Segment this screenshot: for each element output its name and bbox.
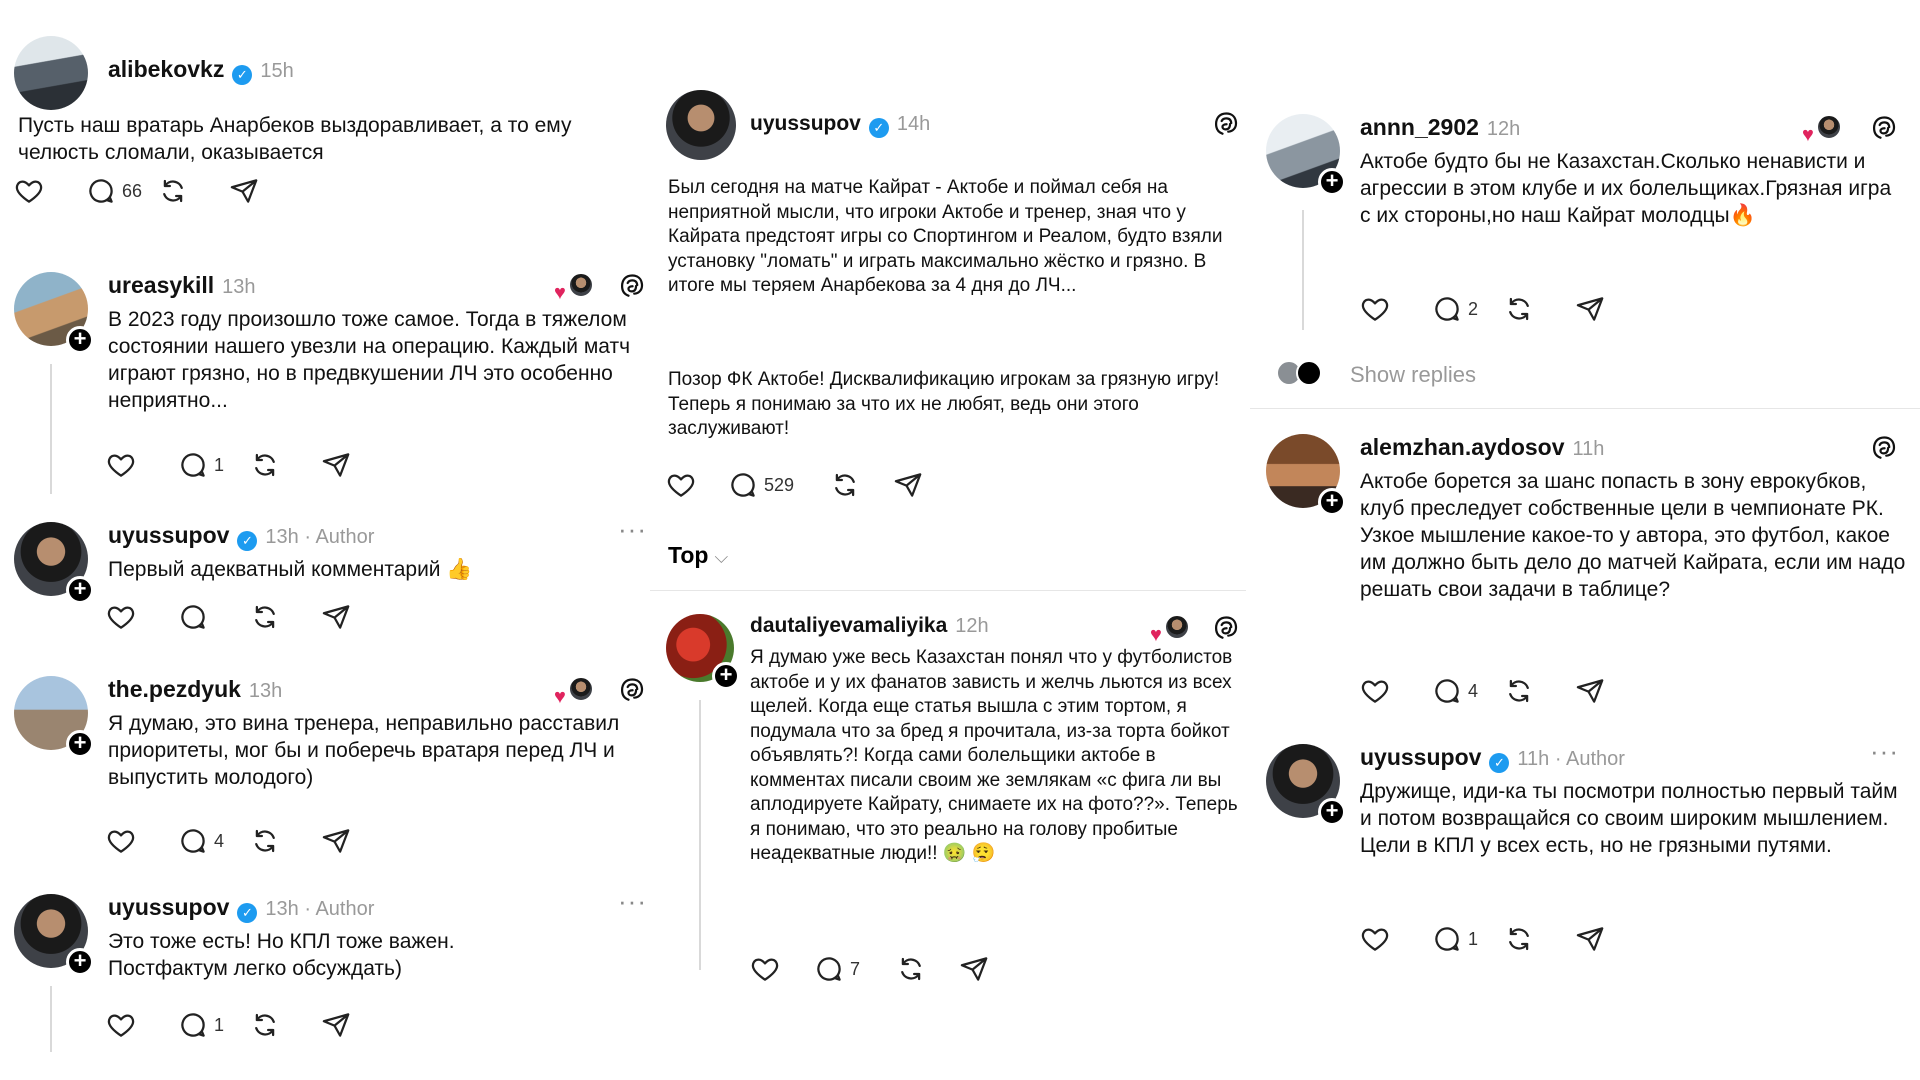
share-button[interactable] [322,450,394,480]
avatar[interactable] [1266,114,1340,193]
share-icon [1576,924,1606,954]
thread-line [50,364,52,494]
username[interactable]: annn_2902 [1360,114,1479,140]
repost-button[interactable] [158,176,230,206]
share-icon [1576,294,1606,324]
follow-plus-icon[interactable]: + [66,948,94,976]
comment-icon [814,954,844,984]
share-button[interactable] [1576,676,1648,706]
action-bar [666,470,966,500]
reply-button[interactable] [1432,676,1504,706]
repost-button[interactable] [250,602,322,632]
comment-icon [1432,294,1462,324]
comment-icon [178,1010,208,1040]
timestamp: 11h [1572,438,1605,460]
repost-icon [250,1010,280,1040]
action-bar [14,176,302,206]
share-button[interactable] [960,954,1032,984]
reply-count: 4 [214,830,225,851]
share-button[interactable] [1576,294,1648,324]
avatar[interactable] [1266,744,1340,823]
comment-icon [1432,676,1462,706]
like-button[interactable] [1360,294,1432,324]
follow-plus-icon[interactable]: + [66,576,94,604]
username[interactable]: uyussupov [108,522,230,548]
reply-button[interactable] [178,1010,250,1040]
timestamp: 12h [1486,118,1521,140]
avatar[interactable] [14,272,88,351]
repost-button[interactable] [830,470,894,500]
repost-icon [158,176,188,206]
like-button[interactable] [1360,676,1432,706]
heart-icon [106,826,136,856]
share-icon [894,470,924,500]
repost-button[interactable] [1504,676,1576,706]
comment-ureasykill [14,272,654,502]
verified-icon: ✓ [1489,753,1509,773]
comment-text: Актобе борется за шанс попасть в зону еврокубков, клуб преследует собственные цели в чемпионате РК. Узкое мышление какое-то у автора, это футбол, какое им должно быть дело до матчей Кайрата, если им надо решать свои задачи в таблице? [1360,470,1906,601]
threads-icon[interactable] [1212,110,1240,138]
share-button[interactable] [322,826,394,856]
comment-text: Первый адекватный комментарий 👍 [108,558,473,581]
share-icon [322,826,352,856]
share-button[interactable] [322,602,394,632]
liked-by-author-indicator [554,272,596,304]
share-icon [960,954,990,984]
comment-header [1360,114,1520,141]
username[interactable]: alemzhan.aydosov [1360,434,1565,460]
verified-icon: ✓ [237,903,257,923]
repost-button[interactable] [1504,924,1576,954]
comment-icon [178,826,208,856]
username[interactable]: uyussupov [108,894,230,920]
more-options-icon[interactable]: ··· [1870,736,1899,766]
username[interactable]: dautaliyevamaliyika [750,614,948,637]
reply-count: 66 [122,180,143,201]
repost-icon [250,450,280,480]
heart-icon [666,470,696,500]
post-uyussupov-main [666,90,1246,510]
heart-icon [750,954,780,984]
like-button[interactable] [106,602,178,632]
share-icon [230,176,260,206]
heart-icon [1360,294,1390,324]
comment-uyussupov-2 [14,886,654,1054]
timestamp: 13h · Author [265,526,375,548]
reply-avatars [1276,360,1326,386]
comment-annn-2902 [1266,114,1906,344]
share-button[interactable] [1576,924,1648,954]
comment-header [1360,744,1625,771]
follow-plus-icon[interactable]: + [712,662,740,690]
timestamp: 13h [222,276,256,298]
more-options-icon[interactable]: ··· [618,886,647,916]
comment-icon [1432,924,1462,954]
avatar[interactable] [666,614,734,687]
comment-header [1360,434,1604,461]
reply-button[interactable] [814,954,896,984]
reply-count: 1 [214,454,225,475]
sort-label: Top [668,542,709,568]
reply-count: 2 [1468,298,1479,319]
reply-button[interactable] [86,176,158,206]
avatar[interactable] [14,894,88,973]
username[interactable]: uyussupov [750,112,861,135]
like-button[interactable] [106,826,178,856]
action-bar [1360,676,1648,706]
repost-button[interactable] [896,954,960,984]
repost-icon [1504,676,1534,706]
repost-button[interactable] [250,1010,322,1040]
author-avatar [568,676,594,702]
reply-button[interactable] [178,450,250,480]
avatar[interactable] [14,36,88,110]
follow-plus-icon[interactable]: + [1318,798,1346,826]
comment-uyussupov-3 [1266,736,1906,974]
liked-by-author-indicator [1802,114,1844,146]
liked-by-author-indicator [554,676,596,708]
username[interactable]: ureasykill [108,272,215,298]
repost-icon [896,954,926,984]
comment-dautaliyevamaliyika [666,614,1246,994]
reply-count: 1 [1468,928,1479,949]
action-bar [750,954,1032,984]
reply-button[interactable] [1432,924,1504,954]
reply-count: 7 [850,958,861,979]
liked-by-author-indicator [1150,614,1192,646]
author-avatar [568,272,594,298]
comment-text: В 2023 году произошло тоже самое. Тогда в тяжелом состоянии нашего увезли на операцию. Каждый матч играют грязно, но в предвкушении ЛЧ это особенно неприятно... [108,308,631,412]
action-bar [106,1010,394,1040]
reply-button[interactable] [728,470,830,500]
heart-icon [14,176,44,206]
divider [1250,408,1920,409]
share-icon [322,1010,352,1040]
threads-icon[interactable] [618,676,646,704]
more-options-icon[interactable]: ··· [618,514,647,544]
repost-button[interactable] [250,826,322,856]
like-button[interactable] [106,450,178,480]
follow-plus-icon[interactable]: + [1318,168,1346,196]
timestamp: 13h [248,680,283,702]
author-avatar [1164,614,1190,640]
comment-icon [178,602,208,632]
timestamp: 12h [955,615,989,637]
timestamp: 14h [896,113,931,135]
comment-icon [728,470,758,500]
comment-uyussupov-1 [14,514,654,642]
reply-count: 4 [1468,680,1479,701]
comment-icon [86,176,116,206]
comment-text: Дружище, иди-ка ты посмотри полностью первый тайм и потом возвращайся со своим широким мышлением. Цели в КПЛ у всех есть, но не грязными путями. [1360,780,1898,857]
timestamp: 13h · Author [265,898,375,920]
action-bar [106,450,394,480]
avatar[interactable] [14,676,88,755]
verified-icon: ✓ [869,118,889,138]
verified-icon: ✓ [232,65,252,85]
username[interactable]: the.pezdyuk [108,676,241,702]
avatar[interactable] [14,522,88,601]
heart-icon: ♥ [554,686,566,708]
avatar[interactable] [666,90,736,160]
post-alibekovkz [14,36,654,216]
post-header [750,112,930,136]
comment-icon [178,450,208,480]
reply-count: 1 [214,1014,225,1035]
repost-icon [250,602,280,632]
reply-button[interactable] [178,826,250,856]
like-button[interactable] [1360,924,1432,954]
repost-button[interactable] [250,450,322,480]
follow-plus-icon[interactable]: + [66,326,94,354]
comment-header [750,614,989,638]
timestamp: 11h · Author [1517,748,1625,770]
post-paragraph-2: Позор ФК Актобе! Дисквалификацию игрокам за грязную игру! Теперь я понимаю за что их не любят, ведь они этого заслуживают! [668,369,1220,439]
like-button[interactable] [750,954,814,984]
comment-text: Актобе будто бы не Казахстан.Сколько ненависти и агрессии в этом клубе и их болельщиках.Грязная игра с их стороны,но наш Кайрат молодцы🔥 [1360,150,1892,227]
heart-icon [106,602,136,632]
comment-header [108,676,282,703]
divider [650,590,1246,591]
share-icon [322,450,352,480]
comment-the-pezdyuk [14,676,654,866]
comment-text: Я думаю уже весь Казахстан понял что у футболистов актобе и у их фанатов зависть и желчь льются из всех щелей. Когда еще статья вышла с этим тортом, я подумала что за бред я прочитала, из-за торта бойкот объявлять?! Когда сами болельщики актобе в комментах писали своим же землякам «с фига ли вы аплодируете Кайрату, снимаете их на фото??». Теперь я понимаю, что это реально на голову пробитые неадекватные люди!! 🤢 😮‍💨 [750,647,1238,864]
like-button[interactable] [106,1010,178,1040]
share-button[interactable] [894,470,966,500]
reply-button[interactable] [1432,294,1504,324]
heart-icon: ♥ [554,282,566,304]
chevron-down-icon: ⌵ [714,547,729,567]
post-header [108,56,294,83]
share-icon [1576,676,1606,706]
repost-icon [1504,294,1534,324]
follow-plus-icon[interactable]: + [66,730,94,758]
verified-icon: ✓ [237,531,257,551]
comment-text: Я думаю, это вина тренера, неправильно расставил приоритеты, мог бы и поберечь вратаря перед ЛЧ и выпустить молодого) [108,712,620,789]
comment-header [108,894,374,921]
share-button[interactable] [322,1010,394,1040]
username[interactable]: alibekovkz [108,56,225,82]
action-bar [106,826,394,856]
like-button[interactable] [14,176,86,206]
post-text: Пусть наш вратарь Анарбеков выздоравливает, а то ему челюсть сломали, оказывается [18,114,572,164]
action-bar [1360,924,1648,954]
heart-icon: ♥ [1802,124,1814,146]
share-button[interactable] [230,176,302,206]
timestamp: 15h [260,60,294,82]
comment-header [108,522,374,549]
thread-line [50,986,52,1052]
reply-count: 529 [764,474,795,495]
comment-text: Это тоже есть! Но КПЛ тоже важен. Постфактум легко обсуждать) [108,930,455,980]
threads-icon[interactable] [618,272,646,300]
heart-icon [106,1010,136,1040]
share-icon [322,602,352,632]
follow-plus-icon[interactable]: + [1318,488,1346,516]
down-arrow-icon [1296,360,1322,386]
comment-header [108,272,256,299]
reply-button[interactable] [178,602,250,632]
comment-alemzhan-aydosov [1266,434,1906,724]
like-button[interactable] [666,470,728,500]
username[interactable]: uyussupov [1360,744,1482,770]
heart-icon: ♥ [1150,624,1162,646]
thread-line [1302,210,1304,330]
threads-icon[interactable] [1870,114,1898,142]
action-bar [106,602,394,632]
avatar[interactable] [1266,434,1340,513]
action-bar [1360,294,1648,324]
post-paragraph-1: Был сегодня на матче Кайрат - Актобе и поймал себя на неприятной мысли, что игроки Актобе и тренер, зная что у Кайрата предстоят игры со Спортингом и Реалом, будто взяли установку "ломать" и играть максимально жёстко и грязно. В итоге мы теряем Анарбекова за 4 дня до ЛЧ... [668,177,1223,296]
threads-icon[interactable] [1870,434,1898,462]
author-avatar [1816,114,1842,140]
heart-icon [106,450,136,480]
repost-icon [250,826,280,856]
sort-dropdown[interactable] [668,542,728,569]
thread-line [699,700,701,970]
threads-icon[interactable] [1212,614,1240,642]
heart-icon [1360,924,1390,954]
repost-icon [1504,924,1534,954]
heart-icon [1360,676,1390,706]
show-replies-link[interactable]: Show replies [1350,362,1476,387]
repost-icon [830,470,860,500]
repost-button[interactable] [1504,294,1576,324]
